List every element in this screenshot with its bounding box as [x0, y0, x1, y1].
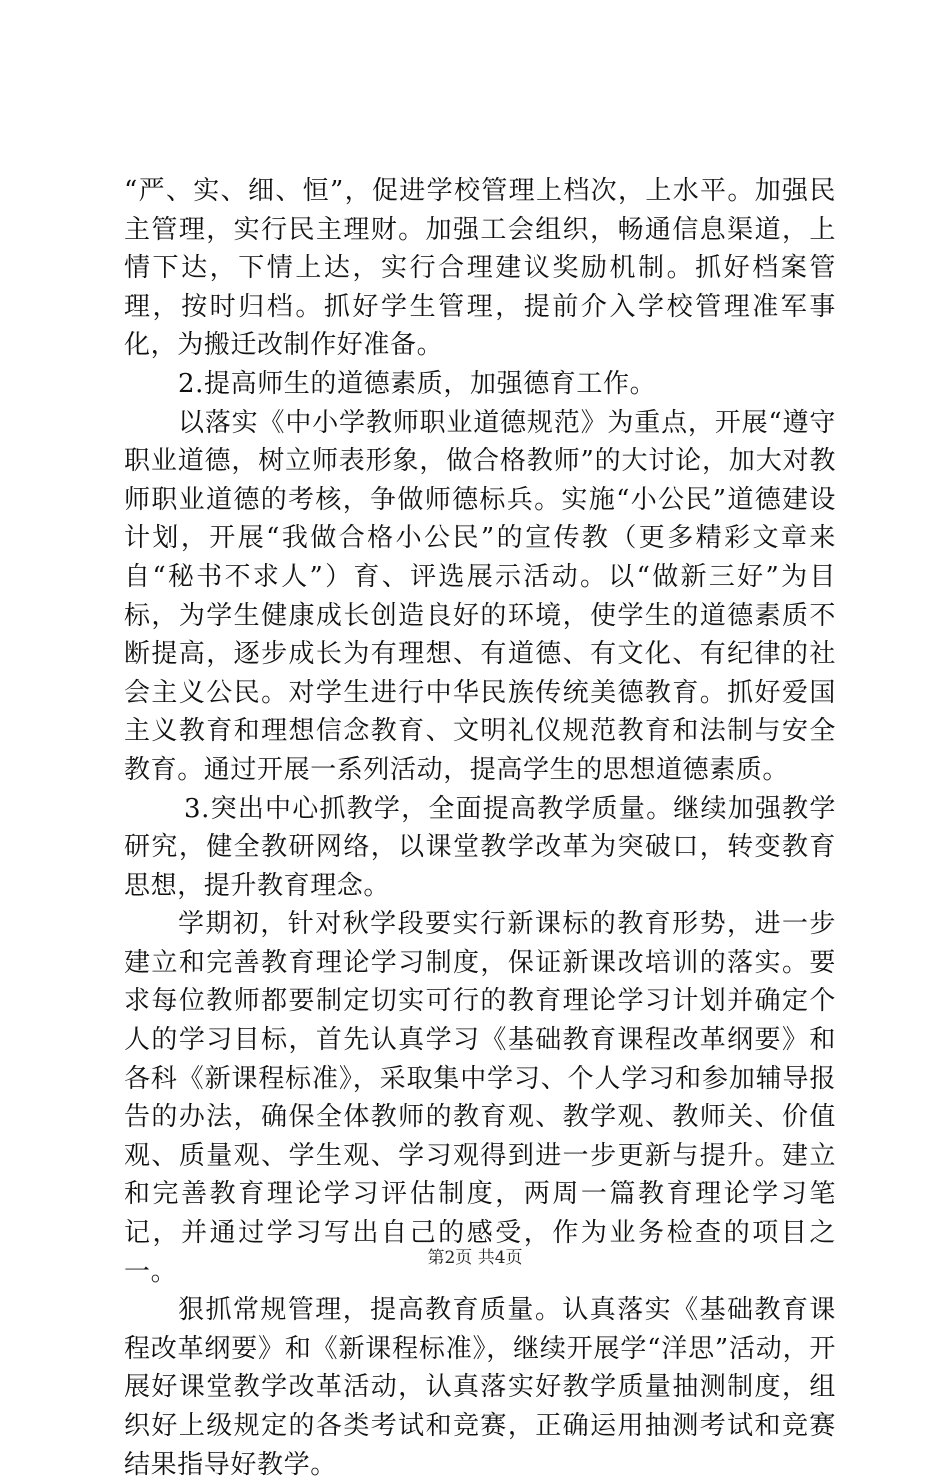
paragraph-moral-education: 以落实《中小学教师职业道德规范》为重点，开展“遵守职业道德，树立师表形象，做合格教师”的大讨论，加大对教师职业道德的考核，争做师德标兵。实施“小公民”道德建设计划，开展“我做合格小公民”的宣传教（更多精彩文章来自“秘书不求人”）育、评选展示活动。以“做新三好”为目标，为学生健康成长创造良好的环境，使学生的道德素质不断提高，逐步成长为有理想、有道德、有文化、有纪律的社会主义公民。对学生进行中华民族传统美德教育。抓好爱国主义教育和理想信念教育、文明礼仪规范教育和法制与安全教育。通过开展一系列活动，提高学生的思想道德素质。: [124, 407, 836, 785]
paragraph-theory-study: 学期初，针对秋学段要实行新课标的教育形势，进一步建立和完善教育理论学习制度，保证新课改培训的落实。要求每位教师都要制定切实可行的教育理论学习计划并确定个人的学习目标，首先认真学习《基础教育课程改革纲要》和各科《新课程标准》，采取集中学习、个人学习和参加辅导报告的办法，确保全体教师的教育观、教学观、教师关、价值观、质量观、学生观、学习观得到进一步更新与提升。建立和完善教育理论学习评估制度，两周一篇教育理论学习笔记，并通过学习写出自己的感受，作为业务检查的项目之一。: [124, 909, 836, 1287]
document-body: [124, 172, 836, 1484]
heading-teaching-quality: 3.突出中心抓教学，全面提高教学质量。继续加强教学研究，健全教研网络，以课堂教学改革为突破口，转变教育思想，提升教育理念。: [124, 793, 836, 901]
heading-moral-education: 2.提高师生的道德素质，加强德育工作。: [178, 368, 657, 399]
page-number-footer: 第2页 共4页: [427, 1248, 523, 1268]
paragraph-management: “严、实、细、恒”，促进学校管理上档次，上水平。加强民主管理，实行民主理财。加强工会组织，畅通信息渠道，上情下达，下情上达，实行合理建议奖励机制。抓好档案管理，按时归档。抓好学生管理，提前介入学校管理准军事化，为搬迁改制作好准备。: [124, 176, 836, 361]
paragraph-routine-management: 狠抓常规管理，提高教育质量。认真落实《基础教育课程改革纲要》和《新课程标准》，继续开展学“洋思”活动，开展好课堂教学改革活动，认真落实好教学质量抽测制度，组织好上级规定的各类考试和竞赛，正确运用抽测考试和竞赛结果指导好教学。: [124, 1295, 836, 1480]
